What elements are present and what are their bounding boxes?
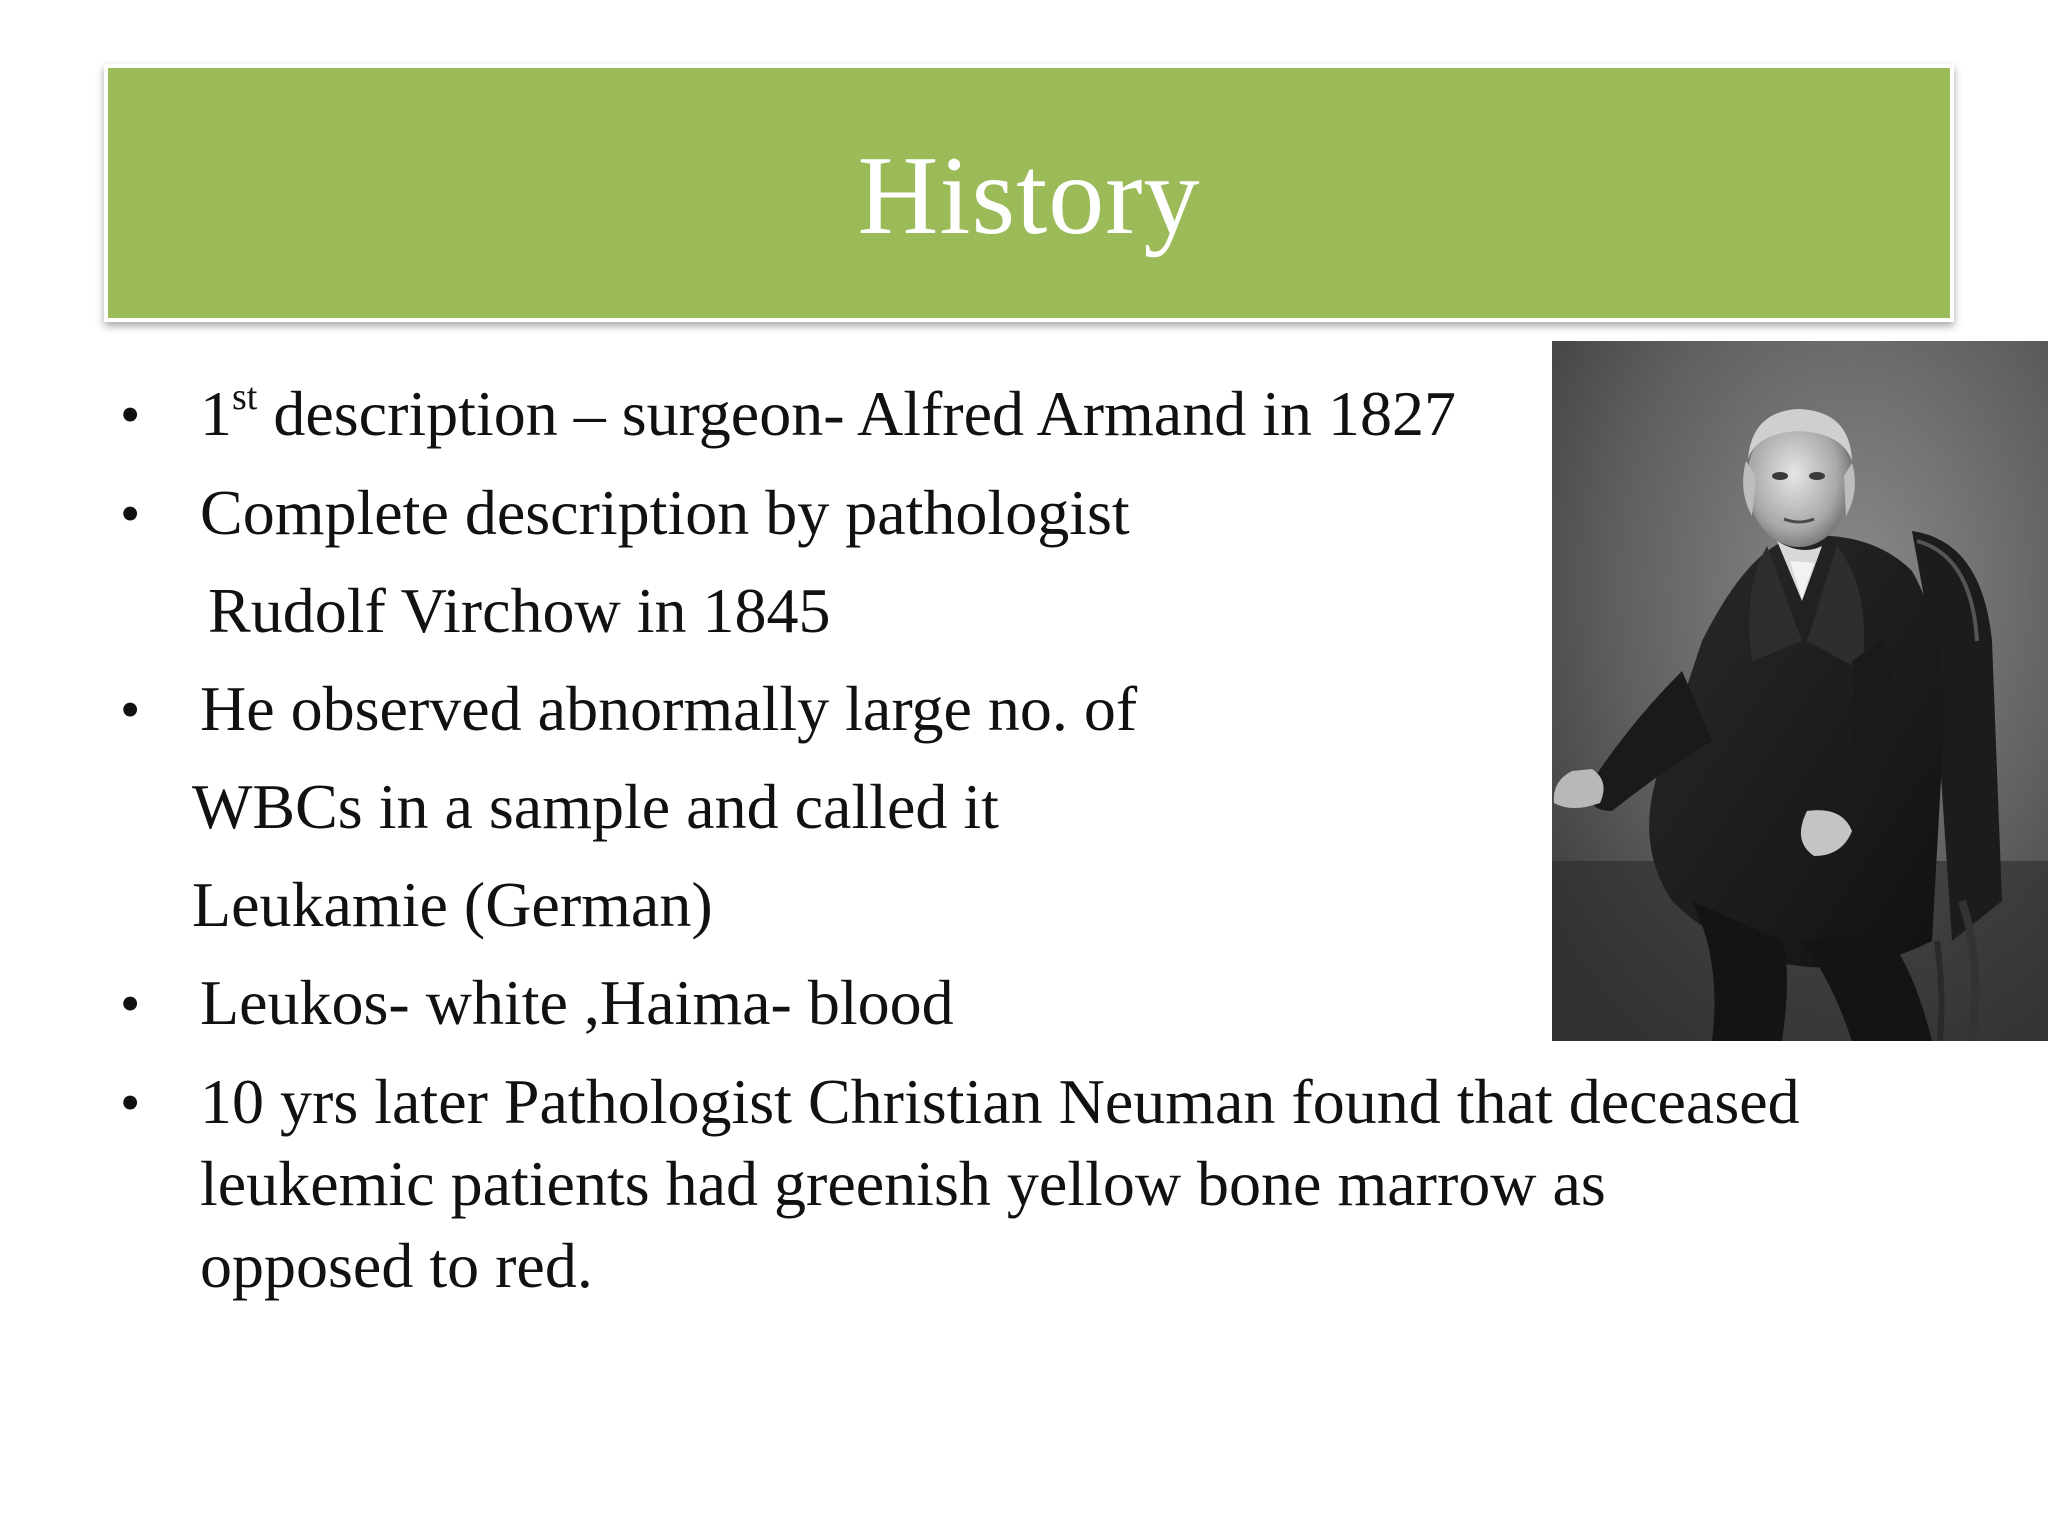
bullet-1-text — [200, 376, 1456, 449]
bullet-dot: • — [120, 1070, 141, 1135]
bullet-1-rest: description – surgeon- Alfred Armand in 1827 — [257, 378, 1456, 449]
title-bar — [104, 64, 1954, 322]
slide-title: History — [857, 133, 1201, 258]
bullet-5-line-1: 10 yrs later Pathologist Christian Neuman found that deceased — [200, 1066, 1800, 1137]
ordinal-suffix: st — [232, 376, 258, 418]
bullet-3-line-2: WBCs in a sample and called it — [192, 771, 999, 842]
bullet-dot: • — [120, 481, 141, 546]
bullet-3-line-1: He observed abnormally large no. of — [200, 673, 1138, 744]
bullet-dot: • — [120, 677, 141, 742]
bullet-2-line-1: Complete description by pathologist — [200, 477, 1130, 548]
portrait-photo — [1552, 341, 2048, 1041]
bullet-2-line-2: Rudolf Virchow in 1845 — [208, 575, 831, 646]
bullet-4-line-1: Leukos- white ,Haima- blood — [200, 967, 954, 1038]
ordinal-number: 1 — [200, 378, 232, 449]
bullet-5-line-2: leukemic patients had greenish yellow bone marrow as — [200, 1148, 1606, 1219]
portrait-image — [1552, 341, 2048, 1041]
bullet-dot: • — [120, 971, 141, 1036]
bullet-3-line-3: Leukamie (German) — [192, 869, 713, 940]
bullet-5-line-3: opposed to red. — [200, 1230, 593, 1301]
bullet-dot: • — [120, 382, 141, 447]
